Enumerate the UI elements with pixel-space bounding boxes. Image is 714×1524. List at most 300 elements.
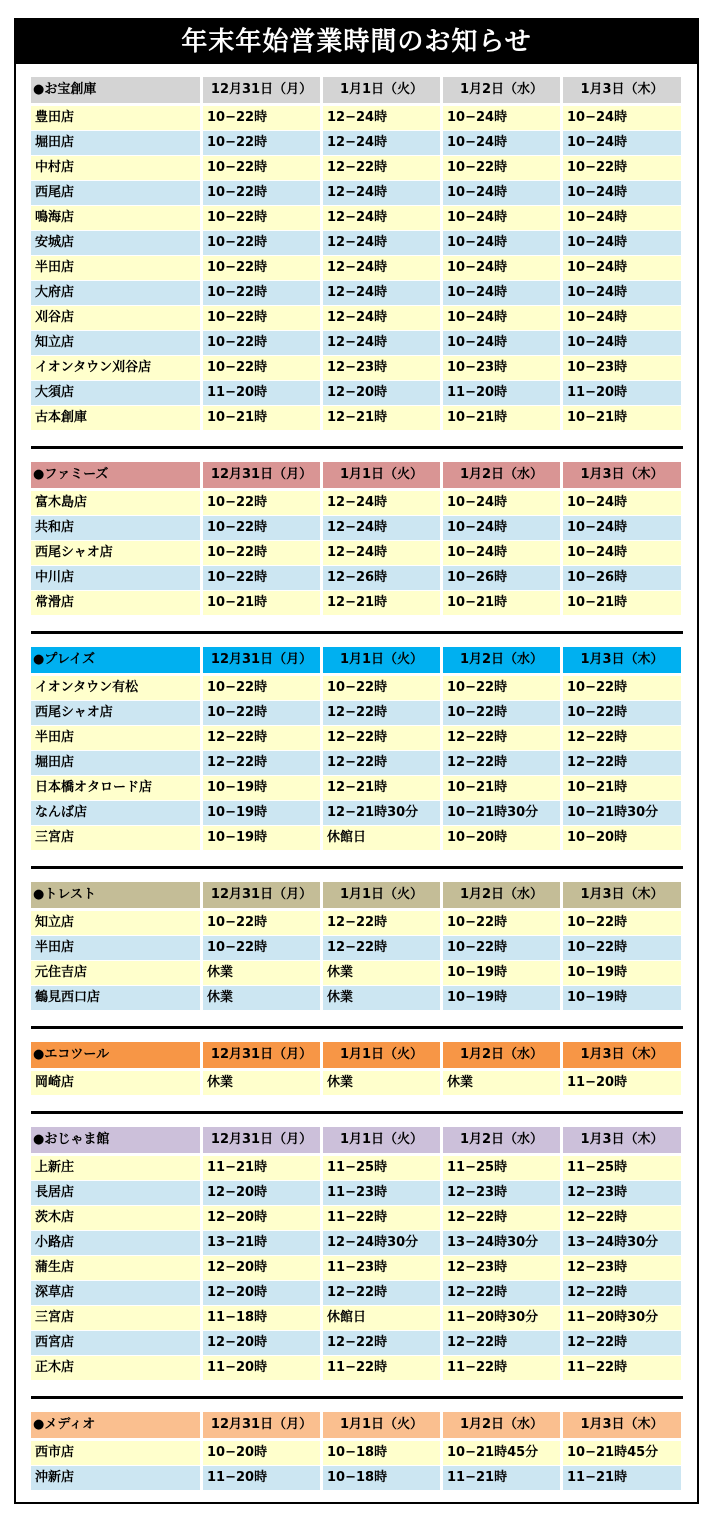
date-column-header: 12月31日（月） [203,1127,320,1153]
hours-cell: 10−22時 [203,701,320,725]
store-name-cell: 三宮店 [31,826,200,850]
table-row [31,1231,701,1255]
date-column-header: 1月1日（火） [323,77,440,103]
hours-cell: 12−23時 [563,1181,681,1205]
store-section [31,1127,701,1381]
hours-cell: 11−20時 [203,1356,320,1380]
hours-cell: 10−24時 [443,306,560,330]
hours-cell: 12−22時 [323,726,440,750]
hours-cell: 12−21時 [323,406,440,430]
hours-cell: 12−20時 [203,1181,320,1205]
date-column-header: 1月3日（木） [563,882,681,908]
table-row [31,1441,701,1465]
section-name: ●ファミーズ [31,462,200,488]
hours-cell: 10−21時 [443,776,560,800]
hours-cell: 13−24時30分 [443,1231,560,1255]
hours-cell: 10−24時 [563,306,681,330]
hours-cell: 10−22時 [203,306,320,330]
hours-cell: 11−20時 [203,1466,320,1490]
table-row [31,566,701,590]
hours-cell: 休業 [323,1071,440,1095]
hours-cell: 10−20時 [443,826,560,850]
table-row [31,256,701,280]
hours-cell: 10−24時 [563,206,681,230]
hours-cell: 12−23時 [563,1256,681,1280]
table-row [31,986,701,1010]
hours-cell: 10−22時 [203,516,320,540]
notice-frame [14,18,699,1504]
date-column-header: 12月31日（月） [203,77,320,103]
hours-cell: 10−24時 [443,331,560,355]
section-header-row [31,647,701,673]
hours-cell: 10−21時30分 [563,801,681,825]
store-name-cell: 半田店 [31,726,200,750]
table-row [31,206,701,230]
hours-cell: 10−22時 [563,936,681,960]
hours-cell: 10−23時 [563,356,681,380]
hours-cell: 10−24時 [443,106,560,130]
hours-cell: 10−22時 [203,206,320,230]
hours-cell: 12−22時 [563,1331,681,1355]
store-name-cell: 茨木店 [31,1206,200,1230]
hours-cell: 10−22時 [563,676,681,700]
section-header-row [31,1127,701,1153]
hours-cell: 10−22時 [323,676,440,700]
table-row [31,676,701,700]
hours-cell: 10−22時 [563,156,681,180]
store-name-cell: 常滑店 [31,591,200,615]
section-divider [31,1396,683,1399]
table-row [31,1156,701,1180]
table-row [31,181,701,205]
hours-cell: 10−21時 [443,406,560,430]
hours-cell: 12−24時 [323,131,440,155]
store-section [31,882,701,1011]
hours-cell: 10−24時 [563,281,681,305]
date-column-header: 1月3日（木） [563,77,681,103]
hours-cell: 12−22時 [323,1331,440,1355]
store-name-cell: 西尾シャオ店 [31,541,200,565]
hours-cell: 10−24時 [443,541,560,565]
hours-cell: 10−21時 [443,591,560,615]
date-column-header: 1月1日（火） [323,1127,440,1153]
hours-cell: 11−20時 [563,1071,681,1095]
store-name-cell: 堀田店 [31,751,200,775]
store-name-cell: 知立店 [31,331,200,355]
hours-cell: 12−24時 [323,106,440,130]
table-row [31,1306,701,1330]
hours-cell: 12−22時 [563,1206,681,1230]
hours-cell: 11−23時 [323,1181,440,1205]
hours-cell: 12−22時 [203,751,320,775]
hours-cell: 12−22時 [443,726,560,750]
hours-cell: 11−20時30分 [563,1306,681,1330]
hours-cell: 10−24時 [563,231,681,255]
table-row [31,131,701,155]
hours-cell: 12−22時 [443,751,560,775]
table-row [31,1356,701,1380]
store-name-cell: 沖新店 [31,1466,200,1490]
store-name-cell: 富木島店 [31,491,200,515]
date-column-header: 1月3日（木） [563,1042,681,1068]
table-row [31,701,701,725]
hours-cell: 10−22時 [203,911,320,935]
hours-cell: 10−24時 [443,206,560,230]
hours-cell: 11−25時 [323,1156,440,1180]
store-name-cell: イオンタウン刈谷店 [31,356,200,380]
date-column-header: 1月2日（水） [443,647,560,673]
hours-cell: 12−21時 [323,776,440,800]
hours-cell: 12−23時 [323,356,440,380]
store-name-cell: 西尾シャオ店 [31,701,200,725]
hours-cell: 12−22時 [443,1331,560,1355]
store-name-cell: 日本橋オタロード店 [31,776,200,800]
hours-cell: 10−22時 [203,356,320,380]
store-name-cell: 共和店 [31,516,200,540]
hours-cell: 10−21時 [203,406,320,430]
store-name-cell: 西宮店 [31,1331,200,1355]
hours-cell: 12−24時 [323,541,440,565]
hours-cell: 10−24時 [563,331,681,355]
hours-cell: 10−22時 [563,701,681,725]
table-row [31,1466,701,1490]
date-column-header: 1月3日（木） [563,647,681,673]
hours-cell: 10−21時 [563,591,681,615]
store-name-cell: 中村店 [31,156,200,180]
hours-cell: 10−19時 [203,826,320,850]
hours-cell: 10−22時 [203,156,320,180]
hours-cell: 10−24時 [443,281,560,305]
hours-cell: 12−24時30分 [323,1231,440,1255]
table-row [31,776,701,800]
hours-cell: 12−22時 [443,1281,560,1305]
date-column-header: 1月1日（火） [323,1042,440,1068]
store-name-cell: なんば店 [31,801,200,825]
table-row [31,591,701,615]
date-column-header: 1月3日（木） [563,1412,681,1438]
hours-cell: 12−20時 [203,1281,320,1305]
hours-cell: 休業 [323,986,440,1010]
table-row [31,936,701,960]
table-row [31,231,701,255]
hours-cell: 12−24時 [323,281,440,305]
hours-cell: 10−19時 [563,961,681,985]
store-name-cell: イオンタウン有松 [31,676,200,700]
hours-cell: 10−19時 [443,961,560,985]
table-row [31,356,701,380]
hours-cell: 10−22時 [203,491,320,515]
hours-cell: 11−18時 [203,1306,320,1330]
section-name: ●トレスト [31,882,200,908]
store-section [31,1412,701,1491]
section-divider [31,1026,683,1029]
hours-cell: 12−22時 [563,1281,681,1305]
section-divider [31,631,683,634]
hours-cell: 10−22時 [443,156,560,180]
hours-cell: 11−22時 [323,1356,440,1380]
section-header-row [31,1412,701,1438]
hours-cell: 10−22時 [443,676,560,700]
store-name-cell: 中川店 [31,566,200,590]
section-name: ●お宝創庫 [31,77,200,103]
table-row [31,726,701,750]
hours-cell: 12−24時 [323,516,440,540]
hours-cell: 11−21時 [563,1466,681,1490]
hours-cell: 10−22時 [203,131,320,155]
hours-cell: 12−24時 [323,206,440,230]
hours-cell: 10−24時 [563,131,681,155]
table-row [31,306,701,330]
hours-cell: 11−22時 [563,1356,681,1380]
store-name-cell: 元住吉店 [31,961,200,985]
store-name-cell: 三宮店 [31,1306,200,1330]
hours-cell: 12−26時 [323,566,440,590]
hours-cell: 12−22時 [323,701,440,725]
table-row [31,281,701,305]
hours-cell: 10−22時 [203,231,320,255]
page-title: 年末年始営業時間のお知らせ [16,20,697,64]
table-row [31,106,701,130]
hours-cell: 10−24時 [443,181,560,205]
hours-cell: 13−24時30分 [563,1231,681,1255]
hours-cell: 10−21時 [563,776,681,800]
hours-cell: 10−20時 [563,826,681,850]
hours-cell: 12−24時 [323,256,440,280]
hours-cell: 11−25時 [443,1156,560,1180]
store-name-cell: 豊田店 [31,106,200,130]
hours-cell: 10−22時 [203,256,320,280]
table-row [31,381,701,405]
section-header-row [31,882,701,908]
hours-cell: 12−21時 [323,591,440,615]
hours-cell: 10−21時45分 [563,1441,681,1465]
store-section [31,77,701,431]
store-name-cell: 岡崎店 [31,1071,200,1095]
date-column-header: 1月2日（水） [443,1042,560,1068]
hours-cell: 13−21時 [203,1231,320,1255]
hours-cell: 12−22時 [323,156,440,180]
store-name-cell: 刈谷店 [31,306,200,330]
section-header-row [31,462,701,488]
store-name-cell: 正木店 [31,1356,200,1380]
hours-cell: 10−22時 [443,911,560,935]
store-name-cell: 深草店 [31,1281,200,1305]
hours-cell: 10−24時 [443,516,560,540]
hours-cell: 12−24時 [323,331,440,355]
table-row [31,1281,701,1305]
hours-cell: 10−24時 [563,516,681,540]
hours-cell: 12−24時 [323,181,440,205]
table-row [31,331,701,355]
hours-cell: 休業 [203,961,320,985]
hours-cell: 10−22時 [203,566,320,590]
table-row [31,1071,701,1095]
hours-cell: 12−20時 [323,381,440,405]
store-name-cell: 上新庄 [31,1156,200,1180]
hours-cell: 12−22時 [563,726,681,750]
date-column-header: 12月31日（月） [203,1412,320,1438]
date-column-header: 12月31日（月） [203,647,320,673]
date-column-header: 12月31日（月） [203,882,320,908]
hours-cell: 12−23時 [443,1256,560,1280]
table-row [31,801,701,825]
hours-cell: 12−22時 [323,911,440,935]
store-section [31,1042,701,1096]
hours-cell: 10−24時 [443,131,560,155]
hours-cell: 10−21時 [203,591,320,615]
hours-cell: 11−23時 [323,1256,440,1280]
hours-cell: 10−22時 [203,541,320,565]
store-name-cell: 西尾店 [31,181,200,205]
store-section [31,462,701,616]
store-name-cell: 知立店 [31,911,200,935]
section-name: ●プレイズ [31,647,200,673]
table-row [31,156,701,180]
store-name-cell: 半田店 [31,936,200,960]
hours-cell: 11−21時 [203,1156,320,1180]
hours-cell: 12−22時 [443,1206,560,1230]
store-name-cell: 堀田店 [31,131,200,155]
hours-cell: 10−26時 [443,566,560,590]
section-divider [31,1111,683,1114]
section-name: ●エコツール [31,1042,200,1068]
hours-cell: 10−22時 [203,331,320,355]
hours-cell: 休業 [203,1071,320,1095]
hours-cell: 12−22時 [323,1281,440,1305]
hours-cell: 10−20時 [203,1441,320,1465]
section-name: ●おじゃま館 [31,1127,200,1153]
date-column-header: 12月31日（月） [203,1042,320,1068]
section-divider [31,446,683,449]
hours-cell: 12−20時 [203,1256,320,1280]
hours-cell: 10−22時 [443,701,560,725]
store-name-cell: 鶴見西口店 [31,986,200,1010]
hours-cell: 11−21時 [443,1466,560,1490]
hours-cell: 10−24時 [563,256,681,280]
hours-cell: 10−19時 [203,801,320,825]
store-section [31,647,701,851]
hours-cell: 10−19時 [443,986,560,1010]
store-name-cell: 大須店 [31,381,200,405]
hours-cell: 12−23時 [443,1181,560,1205]
store-name-cell: 古本創庫 [31,406,200,430]
hours-cell: 12−22時 [323,936,440,960]
store-name-cell: 蒲生店 [31,1256,200,1280]
hours-cell: 12−21時30分 [323,801,440,825]
hours-cell: 休業 [443,1071,560,1095]
table-row [31,1181,701,1205]
table-row [31,491,701,515]
hours-cell: 12−20時 [203,1331,320,1355]
section-header-row [31,77,701,103]
store-name-cell: 半田店 [31,256,200,280]
hours-cell: 10−23時 [443,356,560,380]
hours-cell: 休業 [203,986,320,1010]
date-column-header: 1月2日（水） [443,882,560,908]
hours-cell: 12−22時 [563,751,681,775]
hours-cell: 10−21時30分 [443,801,560,825]
table-row [31,961,701,985]
hours-cell: 休館日 [323,826,440,850]
store-name-cell: 安城店 [31,231,200,255]
hours-cell: 12−22時 [203,726,320,750]
hours-cell: 11−20時 [443,381,560,405]
table-row [31,541,701,565]
date-column-header: 1月2日（水） [443,77,560,103]
hours-cell: 10−26時 [563,566,681,590]
hours-cell: 10−18時 [323,1441,440,1465]
store-name-cell: 西市店 [31,1441,200,1465]
hours-cell: 10−24時 [563,491,681,515]
store-name-cell: 大府店 [31,281,200,305]
table-row [31,516,701,540]
store-name-cell: 小路店 [31,1231,200,1255]
hours-cell: 10−24時 [563,106,681,130]
hours-cell: 10−21時 [563,406,681,430]
hours-cell: 10−22時 [203,676,320,700]
hours-cell: 10−21時45分 [443,1441,560,1465]
hours-cell: 11−25時 [563,1156,681,1180]
date-column-header: 12月31日（月） [203,462,320,488]
hours-cell: 10−24時 [563,541,681,565]
table-row [31,751,701,775]
hours-cell: 11−22時 [323,1206,440,1230]
hours-cell: 10−22時 [203,181,320,205]
hours-cell: 10−19時 [563,986,681,1010]
table-row [31,826,701,850]
hours-cell: 12−24時 [323,491,440,515]
date-column-header: 1月2日（水） [443,462,560,488]
hours-cell: 10−19時 [203,776,320,800]
table-row [31,1256,701,1280]
table-row [31,911,701,935]
hours-cell: 12−24時 [323,231,440,255]
date-column-header: 1月1日（火） [323,882,440,908]
section-divider [31,866,683,869]
date-column-header: 1月1日（火） [323,1412,440,1438]
date-column-header: 1月1日（火） [323,647,440,673]
date-column-header: 1月2日（水） [443,1412,560,1438]
hours-cell: 10−22時 [563,911,681,935]
hours-cell: 11−20時 [563,381,681,405]
hours-cell: 11−20時 [203,381,320,405]
hours-cell: 11−22時 [443,1356,560,1380]
date-column-header: 1月2日（水） [443,1127,560,1153]
table-row [31,1331,701,1355]
hours-cell: 10−24時 [563,181,681,205]
store-name-cell: 長居店 [31,1181,200,1205]
table-row [31,406,701,430]
hours-cell: 10−22時 [203,936,320,960]
table-row [31,1206,701,1230]
hours-cell: 12−24時 [323,306,440,330]
store-name-cell: 鳴海店 [31,206,200,230]
section-header-row [31,1042,701,1068]
hours-cell: 10−22時 [203,281,320,305]
hours-cell: 10−22時 [443,936,560,960]
hours-cell: 11−20時30分 [443,1306,560,1330]
hours-cell: 10−24時 [443,256,560,280]
hours-cell: 10−18時 [323,1466,440,1490]
hours-cell: 10−24時 [443,491,560,515]
hours-cell: 休業 [323,961,440,985]
hours-cell: 12−22時 [323,751,440,775]
hours-cell: 10−24時 [443,231,560,255]
date-column-header: 1月1日（火） [323,462,440,488]
section-name: ●メディオ [31,1412,200,1438]
date-column-header: 1月3日（木） [563,1127,681,1153]
hours-cell: 12−20時 [203,1206,320,1230]
